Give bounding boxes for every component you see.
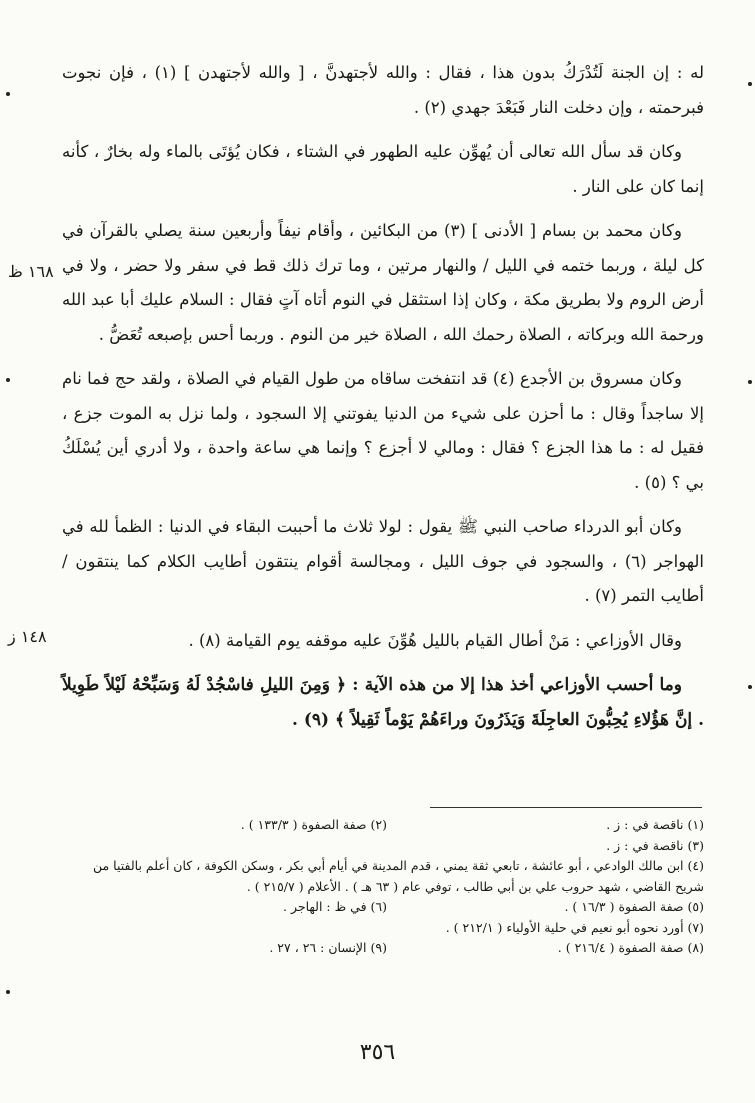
paragraph: له : إن الجنة لَتُدْرَكُ بدون هذا ، فقال : والله لأجتهدنَّ ، [ والله لأجتهدن ] (١) ، فإن نجوت فبرحمته ، وإن دخلت النار فَبَعْدَ جهدي (٢) . [62,63,704,117]
footnote-row [70,938,704,959]
footnote-divider [430,807,702,808]
footnote: (١) ناقصة في : ز . [606,817,704,832]
scan-mark [748,380,752,384]
footnote-row [70,897,704,918]
scan-mark [6,990,10,994]
footnote: (٥) صفة الصفوة ( ١٦/٣ ) . [564,899,704,914]
footnote: (٣) ناقصة في : ز . [606,837,704,853]
scan-mark [748,685,752,689]
paragraph: وقال الأوزاعي : مَنْ أطال القيام بالليل هُوِّنَ عليه موقفه يوم القيامة (٨) . [188,630,682,650]
scan-mark [6,378,10,382]
paragraph: وكان قد سأل الله تعالى أن يُهوِّن عليه الطهور في الشتاء ، فكان يُؤتَى بالماء وله بخارٌ ، كأنه إنما كان على النار . [62,142,704,196]
footnote-row [70,815,704,836]
scan-mark [6,92,10,96]
page-number: ٣٥٦ [359,1040,396,1065]
footnote: (٤) ابن مالك الوادعي ، أبو عائشة ، تابعي ثقة يمني ، قدم المدينة في أيام أبي بكر ، وسكن الكوفة ، كان أعلم بالفتيا من شريح القاضي ، شهد حروب علي بن أبي طالب ، توفي عام ( ٦٣ هـ ) . الأعلام ( ٢١٥/٧ ) . [93,858,704,894]
footnote: (٨) صفة الصفوة ( ٢١٦/٤ ) . [557,940,704,955]
footnote-row [70,836,704,857]
paragraph: وكان مسروق بن الأجدع (٤) قد انتفخت ساقاه من طول القيام في الصلاة ، ولقد حج فما نام إلا ساجداً وقال : ما أحزن على شيء من الدنيا يفوتني إلا السجود ، ولما نزل به الموت جزع ، فقيل له : ما هذا الجزع ؟ فقال : ومالي لا أجزع ؟ وإنما هي ساعة واحدة ، ولا أدري أين يُسْلَكُ بي ؟ (٥) . [62,369,704,492]
paragraph: وكان أبو الدرداء صاحب النبي ﷺ يقول : لولا ثلاث ما أحببت البقاء في الدنيا : الظمأ لله في الهواجر (٦) ، والسجود في جوف الليل ، ومجالسة أقوام ينتقون أطايب الكلام كما ينتقون / أطايب التمر (٧) . [62,517,704,605]
footnotes [70,815,704,959]
footnote: (٩) الإنسان : ٢٦ ، ٢٧ . [269,940,387,955]
footnote: (٢) صفة الصفوة ( ١٣٣/٣ ) . [240,817,387,832]
quran-paragraph: وما أحسب الأوزاعي أخذ هذا إلا من هذه الآية : ﴿ وَمِنَ الليلِ فاسْجُدْ لَهُ وَسَبِّحْهُ لَيْلاً طَوِيلاً . إنَّ هَؤُلاءِ يُحِبُّونَ العاجِلَةَ وَيَذَرُونَ وراءَهُمْ يَوْماً ثَقِيلاً ﴾ (٩) . [62,675,704,730]
margin-folio-note: ١٦٨ ظ [8,262,54,281]
scan-mark [748,82,752,86]
footnote: (٦) في ظ : الهاجر . [283,899,387,914]
margin-folio-note: ١٤٨ ز [8,627,47,646]
main-text [62,56,704,747]
footnote: (٧) أورد نحوه أبو نعيم في حلية الأولياء ( ٢١٢/١ ) . [445,919,704,935]
paragraph: وكان محمد بن بسام [ الأدنى ] (٣) من البكائين ، وأقام نيفاً وأربعين سنة يصلي بالقرآن في كل ليلة ، وربما ختمه في الليل / والنهار مرتين ، وما ترك ذلك قط في سفر ولا حضر ، ولا في أرض الروم ولا بطريق مكة ، وكان إذا استثقل في النوم أتاه آتٍ فقال : السلام عليك أبا عبد الله ورحمة الله وبركاته ، الصلاة رحمك الله ، الصلاة خير من النوم . وربما أحس بإصبعه تُعَضُّ . [62,221,704,344]
